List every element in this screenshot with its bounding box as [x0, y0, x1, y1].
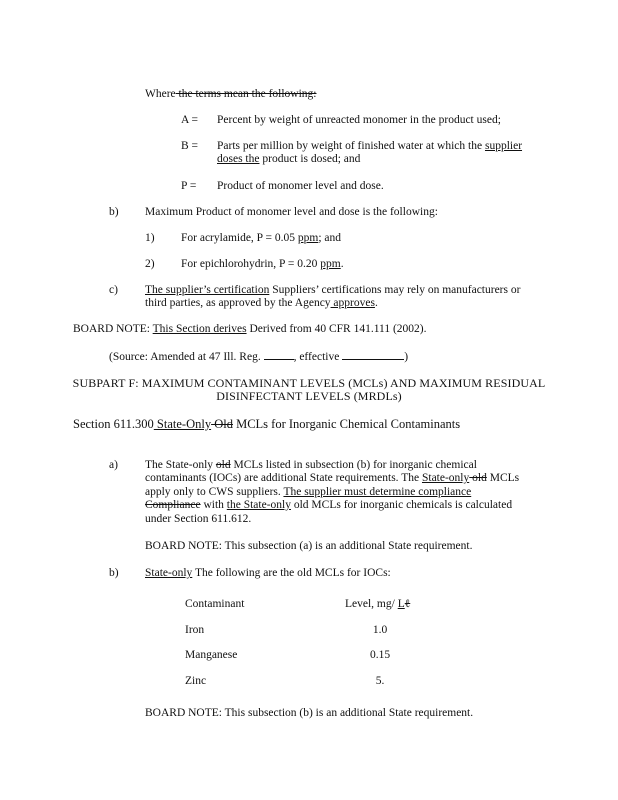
item1-ppm: ppm [297, 232, 319, 244]
source-mid: , effective [293, 351, 343, 363]
section-heading [73, 418, 460, 431]
c-supplier-cert: The supplier’s certification [145, 284, 270, 296]
source-line [109, 349, 408, 364]
table-row-level: 1.0 [372, 624, 388, 636]
item1-label: 1) [145, 232, 155, 244]
a-l4-post: old MCLs for inorganic chemicals is calculated [290, 499, 513, 511]
section-state-only: State-Only [153, 417, 212, 431]
c-line2-text: third parties, as approved by the Agency [145, 297, 331, 309]
reg-blank [264, 349, 294, 360]
a-line4 [145, 499, 512, 512]
section-title-rest: MCLs for Inorganic Chemical Contaminants [232, 417, 461, 431]
b-state-only: State-only [145, 567, 193, 579]
board1-pre: BOARD NOTE: [73, 323, 153, 335]
item1-text [181, 232, 341, 245]
a-line1 [145, 459, 477, 472]
board-note-b: BOARD NOTE: This subsection (b) is an additional State requirement. [145, 707, 474, 719]
a-l1-struck: old [215, 459, 231, 471]
item2-text [181, 258, 344, 271]
a-l2-pre: contaminants (IOCs) are additional State requirements. The [145, 472, 422, 484]
c-line1-text: Suppliers’ certifications may rely on manufacturers or [269, 284, 521, 296]
table-row-name: Zinc [185, 675, 207, 687]
item1-pre: For acrylamide, P = 0.05 [181, 232, 298, 244]
def-a-symbol: A = [181, 114, 199, 126]
b-rest: The following are the old MCLs for IOCs: [192, 567, 391, 579]
b-text [145, 567, 391, 580]
def-b-doses-the: doses the [217, 153, 260, 165]
level-header-pre: Level, mg/ [345, 598, 398, 610]
b-max-label: b) [109, 206, 119, 218]
source-post: ) [404, 351, 409, 363]
where-line [145, 88, 317, 101]
effective-blank [342, 349, 404, 360]
table-row-level: 0.15 [369, 649, 391, 661]
table-row-level: 5. [375, 675, 385, 687]
a-label: a) [109, 459, 118, 471]
b-max-text: Maximum Product of monomer level and dose is the following: [145, 206, 438, 218]
a-l3-underlined: The supplier must determine compliance [283, 486, 472, 498]
where-text: Where [145, 88, 176, 100]
a-line5: under Section 611.612. [145, 513, 252, 525]
table-header-contaminant: Contaminant [185, 598, 245, 610]
def-b-line1-text: Parts per million by weight of finished water at which the [217, 140, 485, 152]
board1-underlined: This Section derives [152, 323, 247, 335]
section-number: Section 611.300 [73, 417, 154, 431]
item1-post: ; and [318, 232, 342, 244]
a-l4-struck: Compliance [145, 499, 201, 511]
def-b-line2-text: product is dosed; and [259, 153, 361, 165]
def-a-text: Percent by weight of unreacted monomer in the product used; [217, 114, 501, 126]
source-pre: (Source: Amended at 47 Ill. Reg. [109, 351, 264, 363]
def-b-supplier: supplier [484, 140, 523, 152]
board-note-a: BOARD NOTE: This subsection (a) is an additional State requirement. [145, 540, 473, 552]
level-header-L: L [397, 598, 405, 610]
where-struck-text: the terms mean the following: [175, 88, 317, 100]
item2-post: . [340, 258, 344, 270]
subpart-heading-line1: SUBPART F: MAXIMUM CONTAMINANT LEVELS (MCLs) AND MAXIMUM RESIDUAL [72, 376, 546, 390]
a-l3-pre: apply only to CWS suppliers. [145, 486, 284, 498]
def-p-text: Product of monomer level and dose. [217, 180, 384, 192]
def-b-line2 [217, 153, 360, 166]
item2-label: 2) [145, 258, 155, 270]
table-row-name: Manganese [185, 649, 238, 661]
c-approves: approves [330, 297, 375, 309]
b-label: b) [109, 567, 119, 579]
a-l2-underlined: State-only [421, 472, 470, 484]
c-label: c) [109, 284, 118, 296]
a-line2 [145, 472, 519, 485]
level-header-struck: ℓ [404, 598, 411, 610]
table-header-level [345, 598, 410, 611]
board1-post: Derived from 40 CFR 141.111 (2002). [246, 323, 427, 335]
c-line1 [145, 284, 520, 297]
section-old-struck: Old [211, 417, 233, 431]
c-line2-post: . [374, 297, 378, 309]
item2-ppm: ppm [320, 258, 341, 270]
def-b-symbol: B = [181, 140, 199, 152]
a-l4-underlined: the State-only [226, 499, 291, 511]
subpart-heading-line2: DISINFECTANT LEVELS (MRDLs) [216, 389, 402, 403]
a-l1-pre: The State-only [145, 459, 216, 471]
board-note-derived [73, 323, 427, 336]
def-p-symbol: P = [181, 180, 197, 192]
def-b-line1 [217, 140, 522, 153]
a-line3 [145, 486, 471, 499]
table-row-name: Iron [185, 624, 205, 636]
c-line2 [145, 297, 378, 310]
a-l2-post: MCLs [486, 472, 520, 484]
a-l1-post: MCLs listed in subsection (b) for inorganic chemical [230, 459, 477, 471]
a-l2-struck: old [469, 472, 487, 484]
a-l4-pre: with [200, 499, 227, 511]
item2-pre: For epichlorohydrin, P = 0.20 [181, 258, 321, 270]
